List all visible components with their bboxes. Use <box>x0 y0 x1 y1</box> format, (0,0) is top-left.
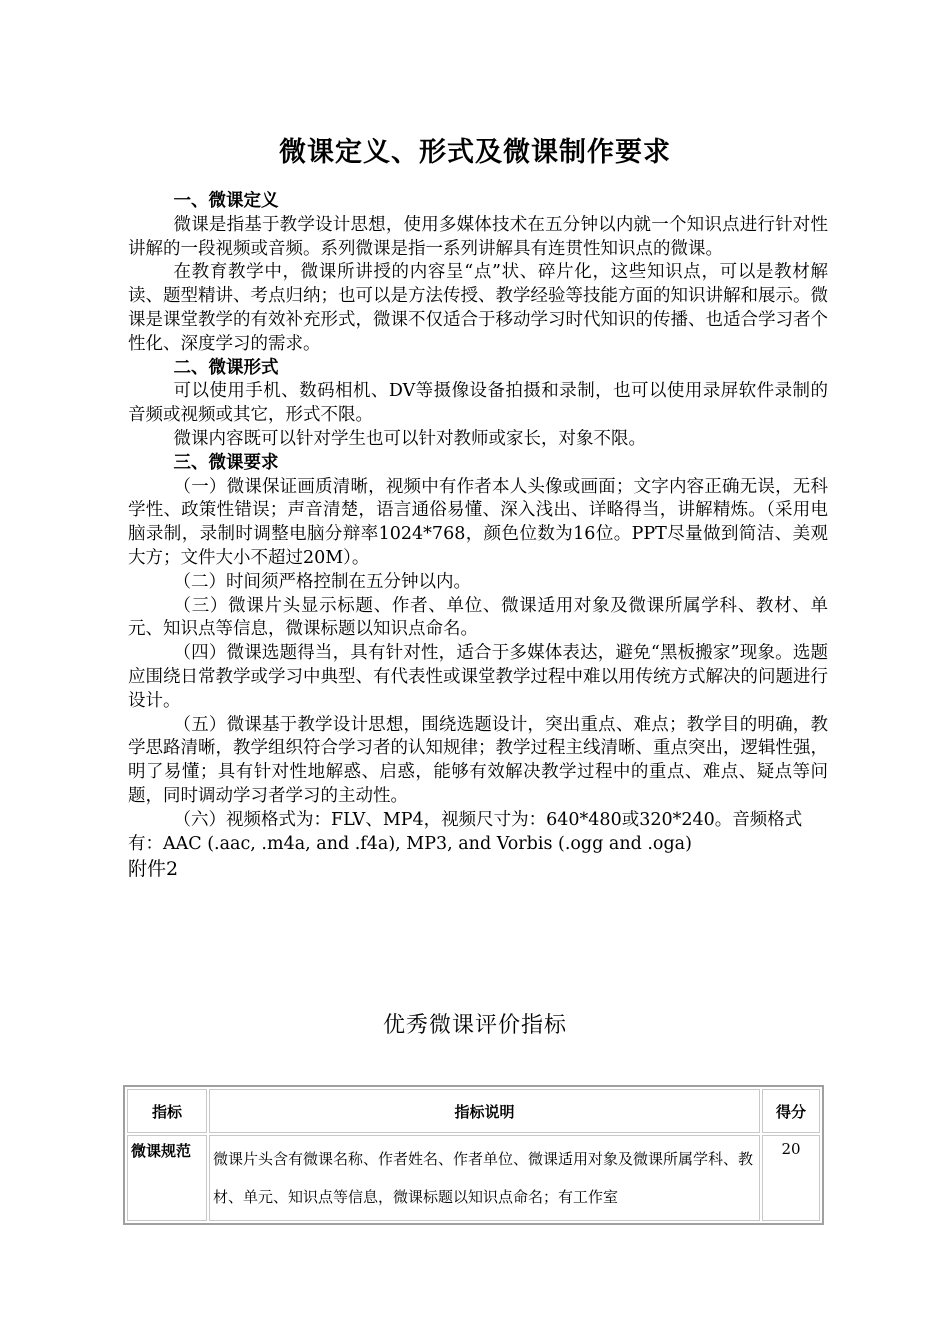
section-heading: 一、微课定义 <box>173 191 279 211</box>
paragraph: 可以使用手机、数码相机、DV等摄像设备拍摄和录制，也可以使用录屏软件录制的音频或视频或其它，形式不限。 <box>128 381 828 426</box>
score-cell: 20 <box>762 1135 820 1221</box>
paragraph: （一）微课保证画质清晰，视频中有作者本人头像或画面；文字内容正确无误，无科学性、政策性错误；声音清楚，语言通俗易懂、深入浅出、详略得当，讲解精炼。（采用电脑录制，录制时调整电脑分辩率1024*768，颜色位数为16位。PPT尽量做到简洁、美观大方；文件大小不超过20M）。 <box>128 476 828 568</box>
table-header-row <box>127 1089 820 1133</box>
column-header: 指标说明 <box>209 1089 760 1133</box>
column-header: 得分 <box>762 1089 820 1133</box>
table-row <box>127 1135 820 1221</box>
section-heading: 二、微课形式 <box>173 357 279 378</box>
paragraph: 微课是指基于教学设计思想，使用多媒体技术在五分钟以内就一个知识点进行针对性讲解的一段视频或音频。系列微课是指一系列讲解具有连贯性知识点的微课。 <box>128 214 828 259</box>
paragraph: （五）微课基于教学设计思想，围绕选题设计，突出重点、难点；教学目的明确，教学思路清晰，教学组织符合学习者的认知规律；教学过程主线清晰、重点突出，逻辑性强，明了易懂；具有针对性地解惑、启惑，能够有效解决教学过程中的重点、难点、疑点等问题，同时调动学习者学习的主动性。 <box>128 714 828 806</box>
document-title: 微课定义、形式及微课制作要求 <box>279 137 671 168</box>
paragraph: （二）时间须严格控制在五分钟以内。 <box>173 571 471 592</box>
evaluation-title: 优秀微课评价指标 <box>382 1013 567 1038</box>
column-header: 指标 <box>127 1089 207 1133</box>
paragraph: 微课内容既可以针对学生也可以针对教师或家长，对象不限。 <box>173 428 646 449</box>
description-cell: 微课片头含有微课名称、作者姓名、作者单位、微课适用对象及微课所属学科、教材、单元、知识点等信息，微课标题以知识点命名；有工作室 <box>209 1135 760 1221</box>
paragraph: 在教育教学中，微课所讲授的内容呈“点”状、碎片化，这些知识点，可以是教材解读、题型精讲、考点归纳；也可以是方法传授、教学经验等技能方面的知识讲解和展示。微课是课堂教学的有效补充形式，微课不仅适合于移动学习时代知识的传播、也适合学习者个性化、深度学习的需求。 <box>128 262 828 354</box>
indicator-cell: 微课规范 <box>127 1135 207 1221</box>
paragraph: （六）视频格式为：FLV、MP4，视频尺寸为：640*480或320*240。音频格式有：AAC (.aac, .m4a, and .f4a), MP3, and Vorbis (.ogg and .oga) <box>128 809 803 854</box>
document-body <box>128 190 828 882</box>
section-heading: 三、微课要求 <box>173 452 279 473</box>
evaluation-table <box>123 1085 824 1225</box>
paragraph: （四）微课选题得当，具有针对性，适合于多媒体表达，避免“黑板搬家”现象。选题应围绕日常教学或学习中典型、有代表性或课堂教学过程中难以用传统方式解决的问题进行设计。 <box>128 643 828 711</box>
attachment-label: 附件2 <box>128 858 179 881</box>
paragraph: （三）微课片头显示标题、作者、单位、微课适用对象及微课所属学科、教材、单元、知识点等信息，微课标题以知识点命名。 <box>128 595 828 640</box>
